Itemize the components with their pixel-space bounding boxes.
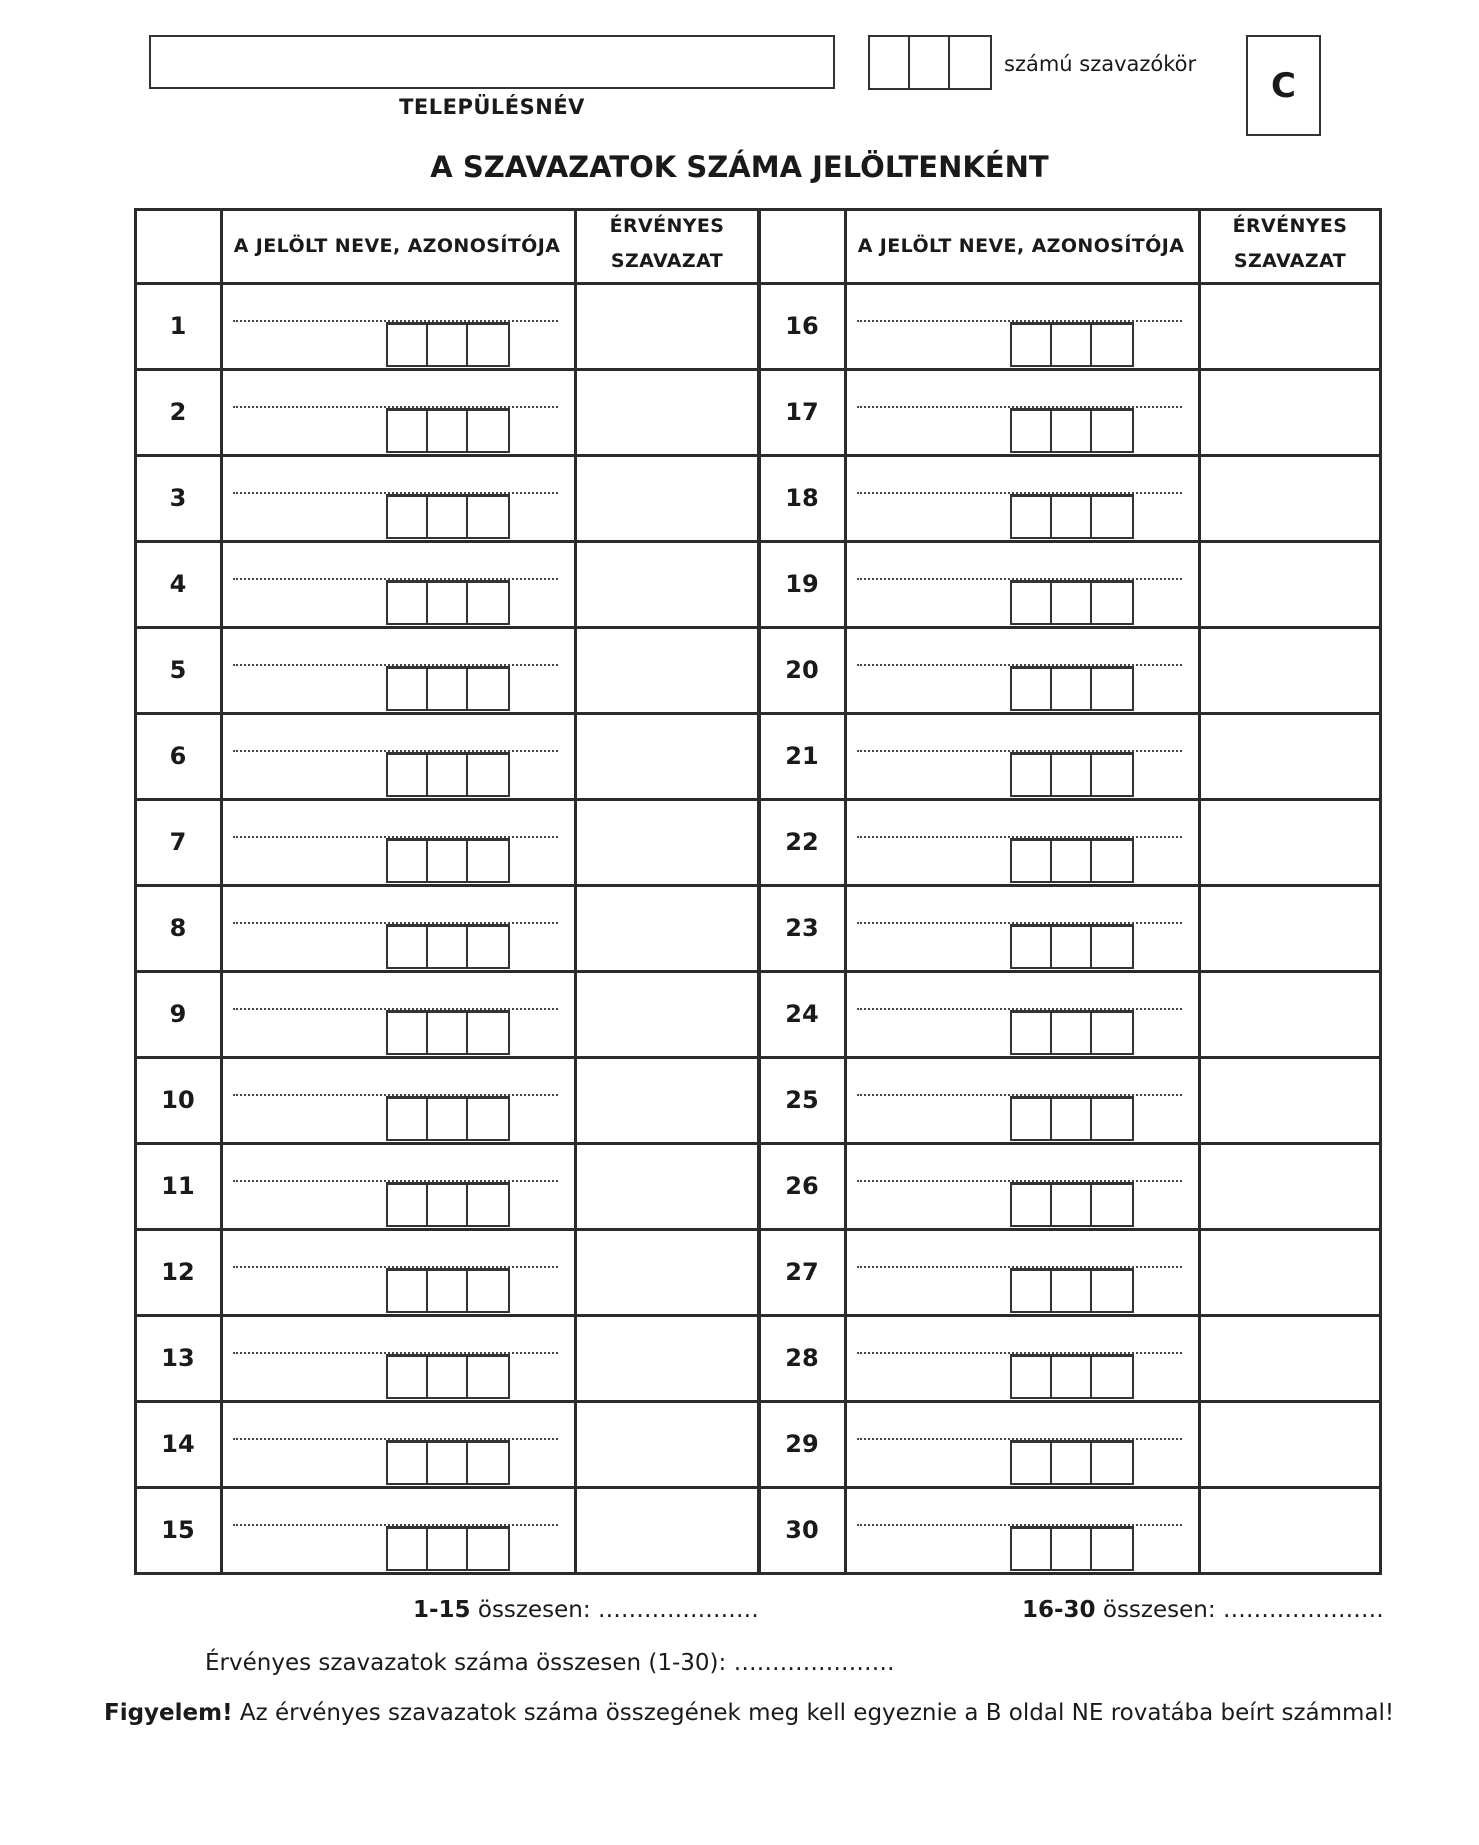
candidate-id-boxes[interactable] xyxy=(386,322,510,367)
valid-votes-cell[interactable] xyxy=(1201,1317,1379,1400)
candidate-id-digit-box[interactable] xyxy=(1052,841,1092,881)
header-candidate-name-left: A JELÖLT NEVE, AZONOSÍTÓJA xyxy=(233,235,561,257)
candidate-id-digit-box[interactable] xyxy=(1012,1529,1052,1569)
table-horizontal-line xyxy=(134,798,1382,801)
candidate-id-digit-box[interactable] xyxy=(428,1443,468,1483)
candidate-id-digit-box[interactable] xyxy=(1052,1185,1092,1225)
candidate-row-number: 30 xyxy=(785,1516,819,1544)
candidate-row-number: 4 xyxy=(169,570,187,598)
candidate-id-digit-box[interactable] xyxy=(1012,411,1052,451)
candidate-id-boxes[interactable] xyxy=(1010,580,1134,625)
candidate-id-digit-box[interactable] xyxy=(1012,1357,1052,1397)
table-horizontal-line xyxy=(134,1056,1382,1059)
candidate-id-digit-box[interactable] xyxy=(1012,1271,1052,1311)
valid-votes-cell[interactable] xyxy=(1201,1145,1379,1228)
candidate-id-digit-box[interactable] xyxy=(468,497,508,537)
candidate-id-digit-box[interactable] xyxy=(1052,411,1092,451)
page-letter: C xyxy=(1271,65,1296,106)
candidate-id-digit-box[interactable] xyxy=(1092,325,1132,365)
valid-votes-cell[interactable] xyxy=(577,1317,755,1400)
candidate-id-boxes[interactable] xyxy=(1010,1268,1134,1313)
candidate-id-boxes[interactable] xyxy=(386,1268,510,1313)
candidate-row-number: 5 xyxy=(169,656,187,684)
candidate-id-boxes[interactable] xyxy=(386,1096,510,1141)
table-horizontal-line xyxy=(134,1572,1382,1575)
candidate-row-number: 19 xyxy=(785,570,819,598)
valid-votes-cell[interactable] xyxy=(577,1145,755,1228)
candidate-id-boxes[interactable] xyxy=(386,1182,510,1227)
candidate-id-digit-box[interactable] xyxy=(1052,669,1092,709)
district-number-field[interactable] xyxy=(868,35,992,90)
candidate-id-digit-box[interactable] xyxy=(1092,1443,1132,1483)
candidate-id-digit-box[interactable] xyxy=(388,583,428,623)
valid-votes-cell[interactable] xyxy=(577,457,755,540)
valid-votes-cell[interactable] xyxy=(577,801,755,884)
candidate-id-boxes[interactable] xyxy=(1010,752,1134,797)
candidate-id-boxes[interactable] xyxy=(1010,408,1134,453)
candidate-row-number: 6 xyxy=(169,742,187,770)
district-label: számú szavazókör xyxy=(1004,52,1197,76)
subtotal-16-30-label: összesen: xyxy=(1102,1597,1216,1623)
candidate-row-number: 25 xyxy=(785,1086,819,1114)
candidate-id-boxes[interactable] xyxy=(1010,1182,1134,1227)
candidate-id-digit-box[interactable] xyxy=(428,1185,468,1225)
candidate-id-boxes[interactable] xyxy=(1010,1096,1134,1141)
candidate-id-digit-box[interactable] xyxy=(1092,927,1132,967)
valid-votes-cell[interactable] xyxy=(1201,715,1379,798)
candidate-id-digit-box[interactable] xyxy=(468,841,508,881)
subtotal-16-30-value[interactable]: ………………… xyxy=(1222,1597,1384,1623)
form-title: A SZAVAZATOK SZÁMA JELÖLTENKÉNT xyxy=(430,150,1049,184)
table-horizontal-line xyxy=(134,1486,1382,1489)
table-horizontal-line xyxy=(134,1228,1382,1231)
candidate-id-boxes[interactable] xyxy=(386,408,510,453)
candidate-id-boxes[interactable] xyxy=(1010,838,1134,883)
header-valid-votes-right xyxy=(1199,208,1381,279)
candidate-id-digit-box[interactable] xyxy=(1012,669,1052,709)
candidate-id-digit-box[interactable] xyxy=(428,325,468,365)
table-horizontal-line xyxy=(134,1142,1382,1145)
valid-votes-cell[interactable] xyxy=(577,543,755,626)
candidate-row-number: 27 xyxy=(785,1258,819,1286)
subtotal-1-15-value[interactable]: ………………… xyxy=(597,1597,759,1623)
candidate-id-digit-box[interactable] xyxy=(388,755,428,795)
candidate-id-digit-box[interactable] xyxy=(428,1357,468,1397)
candidate-id-digit-box[interactable] xyxy=(1092,1099,1132,1139)
valid-votes-cell[interactable] xyxy=(577,1231,755,1314)
valid-votes-cell[interactable] xyxy=(577,887,755,970)
candidate-id-boxes[interactable] xyxy=(1010,1526,1134,1571)
candidate-id-digit-box[interactable] xyxy=(1052,325,1092,365)
candidate-votes-table xyxy=(134,208,1382,1568)
valid-votes-cell[interactable] xyxy=(577,371,755,454)
candidate-id-digit-box[interactable] xyxy=(428,755,468,795)
candidate-row-number: 3 xyxy=(169,484,187,512)
candidate-id-boxes[interactable] xyxy=(386,1526,510,1571)
candidate-id-digit-box[interactable] xyxy=(388,1357,428,1397)
candidate-id-boxes[interactable] xyxy=(386,666,510,711)
candidate-row-number: 21 xyxy=(785,742,819,770)
candidate-id-digit-box[interactable] xyxy=(428,927,468,967)
table-vertical-line xyxy=(574,208,577,1575)
candidate-id-digit-box[interactable] xyxy=(1092,1357,1132,1397)
candidate-id-digit-box[interactable] xyxy=(1092,1529,1132,1569)
table-horizontal-line xyxy=(134,1314,1382,1317)
candidate-id-digit-box[interactable] xyxy=(1052,755,1092,795)
table-horizontal-line xyxy=(134,282,1382,285)
candidate-id-digit-box[interactable] xyxy=(388,669,428,709)
candidate-id-boxes[interactable] xyxy=(1010,1440,1134,1485)
candidate-id-digit-box[interactable] xyxy=(1092,669,1132,709)
candidate-id-digit-box[interactable] xyxy=(388,1185,428,1225)
candidate-id-digit-box[interactable] xyxy=(428,841,468,881)
settlement-name-field[interactable] xyxy=(149,35,835,89)
candidate-id-digit-box[interactable] xyxy=(1092,1271,1132,1311)
candidate-id-digit-box[interactable] xyxy=(388,1443,428,1483)
candidate-id-digit-box[interactable] xyxy=(468,1357,508,1397)
table-horizontal-line xyxy=(134,884,1382,887)
candidate-row-number: 15 xyxy=(161,1516,195,1544)
valid-votes-cell[interactable] xyxy=(1201,1489,1379,1572)
valid-votes-cell[interactable] xyxy=(1201,887,1379,970)
candidate-row-number: 8 xyxy=(169,914,187,942)
candidate-id-digit-box[interactable] xyxy=(468,1529,508,1569)
candidate-id-digit-box[interactable] xyxy=(388,927,428,967)
table-vertical-line xyxy=(220,208,223,1575)
candidate-row-number: 17 xyxy=(785,398,819,426)
valid-votes-cell[interactable] xyxy=(1201,543,1379,626)
candidate-id-boxes[interactable] xyxy=(386,1354,510,1399)
valid-votes-cell[interactable] xyxy=(1201,801,1379,884)
candidate-id-digit-box[interactable] xyxy=(1092,841,1132,881)
candidate-id-digit-box[interactable] xyxy=(1012,497,1052,537)
candidate-row-number: 11 xyxy=(161,1172,195,1200)
candidate-id-digit-box[interactable] xyxy=(468,1099,508,1139)
header-valid-line2: SZAVAZAT xyxy=(610,250,724,272)
candidate-id-digit-box[interactable] xyxy=(428,411,468,451)
candidate-id-digit-box[interactable] xyxy=(1012,583,1052,623)
table-vertical-line xyxy=(1198,208,1201,1575)
candidate-id-digit-box[interactable] xyxy=(468,583,508,623)
candidate-id-digit-box[interactable] xyxy=(1012,1099,1052,1139)
candidate-id-digit-box[interactable] xyxy=(1052,1357,1092,1397)
candidate-id-digit-box[interactable] xyxy=(468,755,508,795)
candidate-id-digit-box[interactable] xyxy=(1012,927,1052,967)
candidate-id-digit-box[interactable] xyxy=(428,669,468,709)
candidate-id-digit-box[interactable] xyxy=(428,1013,468,1053)
table-horizontal-line xyxy=(134,208,1382,211)
valid-votes-cell[interactable] xyxy=(1201,1403,1379,1486)
table-horizontal-line xyxy=(134,1400,1382,1403)
candidate-id-digit-box[interactable] xyxy=(1052,1529,1092,1569)
candidate-id-boxes[interactable] xyxy=(1010,494,1134,539)
grand-total-label: Érvényes szavazatok száma összesen (1-30): xyxy=(205,1650,727,1676)
grand-total-value[interactable]: ………………… xyxy=(733,1650,895,1676)
header-valid-votes-left xyxy=(576,208,758,279)
valid-votes-cell[interactable] xyxy=(1201,1231,1379,1314)
candidate-id-digit-box[interactable] xyxy=(388,1271,428,1311)
candidate-id-boxes[interactable] xyxy=(386,924,510,969)
candidate-id-digit-box[interactable] xyxy=(1092,583,1132,623)
candidate-id-digit-box[interactable] xyxy=(468,1185,508,1225)
valid-votes-cell[interactable] xyxy=(577,973,755,1056)
candidate-row-number: 2 xyxy=(169,398,187,426)
candidate-id-digit-box[interactable] xyxy=(1012,1013,1052,1053)
valid-votes-cell[interactable] xyxy=(577,715,755,798)
table-vertical-line xyxy=(1379,208,1382,1575)
header-candidate-name-right: A JELÖLT NEVE, AZONOSÍTÓJA xyxy=(857,235,1185,257)
subtotal-1-15-label: összesen: xyxy=(477,1597,591,1623)
header-valid-line1: ÉRVÉNYES xyxy=(609,215,725,237)
candidate-id-digit-box[interactable] xyxy=(388,1013,428,1053)
candidate-id-boxes[interactable] xyxy=(1010,924,1134,969)
district-digit-box[interactable] xyxy=(950,37,990,88)
candidate-id-digit-box[interactable] xyxy=(428,1099,468,1139)
table-horizontal-line xyxy=(134,626,1382,629)
table-horizontal-line xyxy=(134,368,1382,371)
candidate-row-number: 9 xyxy=(169,1000,187,1028)
candidate-row-number: 14 xyxy=(161,1430,195,1458)
table-horizontal-line xyxy=(134,970,1382,973)
candidate-id-digit-box[interactable] xyxy=(1012,841,1052,881)
candidate-id-digit-box[interactable] xyxy=(388,411,428,451)
page-letter-box xyxy=(1246,35,1321,136)
valid-votes-cell[interactable] xyxy=(577,1489,755,1572)
candidate-id-boxes[interactable] xyxy=(386,1010,510,1055)
candidate-id-digit-box[interactable] xyxy=(1012,755,1052,795)
candidate-id-digit-box[interactable] xyxy=(388,1529,428,1569)
candidate-row-number: 1 xyxy=(169,312,187,340)
candidate-row-number: 24 xyxy=(785,1000,819,1028)
candidate-row-number: 7 xyxy=(169,828,187,856)
subtotal-16-30 xyxy=(1022,1597,1384,1623)
table-vertical-line xyxy=(134,208,137,1575)
candidate-id-boxes[interactable] xyxy=(386,1440,510,1485)
table-horizontal-line xyxy=(134,454,1382,457)
candidate-id-digit-box[interactable] xyxy=(468,1271,508,1311)
candidate-id-boxes[interactable] xyxy=(1010,1354,1134,1399)
candidate-row-number: 12 xyxy=(161,1258,195,1286)
candidate-id-digit-box[interactable] xyxy=(388,1099,428,1139)
candidate-id-boxes[interactable] xyxy=(1010,1010,1134,1055)
grand-total xyxy=(205,1650,895,1676)
candidate-id-digit-box[interactable] xyxy=(1052,1099,1092,1139)
candidate-id-boxes[interactable] xyxy=(386,494,510,539)
candidate-id-digit-box[interactable] xyxy=(468,927,508,967)
candidate-id-digit-box[interactable] xyxy=(428,1529,468,1569)
candidate-id-digit-box[interactable] xyxy=(1012,1443,1052,1483)
settlement-name-label: TELEPÜLÉSNÉV xyxy=(399,95,585,119)
candidate-row-number: 29 xyxy=(785,1430,819,1458)
warning-note xyxy=(104,1700,1394,1726)
candidate-id-digit-box[interactable] xyxy=(388,497,428,537)
candidate-id-digit-box[interactable] xyxy=(428,583,468,623)
candidate-id-digit-box[interactable] xyxy=(1092,1185,1132,1225)
warning-text: Az érvényes szavazatok száma összegének meg kell egyeznie a B oldal NE rovatába beírt számmal! xyxy=(239,1700,1395,1726)
candidate-id-digit-box[interactable] xyxy=(468,411,508,451)
valid-votes-cell[interactable] xyxy=(1201,285,1379,368)
candidate-id-boxes[interactable] xyxy=(386,752,510,797)
valid-votes-cell[interactable] xyxy=(577,629,755,712)
district-digit-box[interactable] xyxy=(870,37,910,88)
candidate-id-digit-box[interactable] xyxy=(1052,1443,1092,1483)
candidate-id-boxes[interactable] xyxy=(1010,322,1134,367)
table-vertical-line xyxy=(757,208,761,1575)
candidate-row-number: 18 xyxy=(785,484,819,512)
candidate-row-number: 10 xyxy=(161,1086,195,1114)
valid-votes-cell[interactable] xyxy=(1201,973,1379,1056)
table-horizontal-line xyxy=(134,540,1382,543)
candidate-row-number: 26 xyxy=(785,1172,819,1200)
candidate-id-boxes[interactable] xyxy=(1010,666,1134,711)
subtotal-16-30-range: 16-30 xyxy=(1022,1597,1096,1623)
candidate-id-digit-box[interactable] xyxy=(388,841,428,881)
candidate-id-digit-box[interactable] xyxy=(468,669,508,709)
candidate-id-digit-box[interactable] xyxy=(1012,1185,1052,1225)
table-horizontal-line xyxy=(134,712,1382,715)
warning-label: Figyelem! xyxy=(104,1700,233,1726)
candidate-id-digit-box[interactable] xyxy=(428,1271,468,1311)
header-valid-line2: SZAVAZAT xyxy=(1233,250,1347,272)
district-digit-box[interactable] xyxy=(910,37,950,88)
header-valid-line1: ÉRVÉNYES xyxy=(1232,215,1348,237)
valid-votes-cell[interactable] xyxy=(577,1059,755,1142)
candidate-id-digit-box[interactable] xyxy=(428,497,468,537)
candidate-id-digit-box[interactable] xyxy=(388,325,428,365)
candidate-id-digit-box[interactable] xyxy=(1092,755,1132,795)
candidate-id-digit-box[interactable] xyxy=(1092,1013,1132,1053)
valid-votes-cell[interactable] xyxy=(577,1403,755,1486)
candidate-id-digit-box[interactable] xyxy=(1092,497,1132,537)
valid-votes-cell[interactable] xyxy=(1201,457,1379,540)
valid-votes-cell[interactable] xyxy=(1201,371,1379,454)
candidate-id-digit-box[interactable] xyxy=(1052,583,1092,623)
candidate-row-number: 28 xyxy=(785,1344,819,1372)
candidate-id-digit-box[interactable] xyxy=(1092,411,1132,451)
candidate-row-number: 13 xyxy=(161,1344,195,1372)
valid-votes-cell[interactable] xyxy=(1201,629,1379,712)
candidate-row-number: 22 xyxy=(785,828,819,856)
candidate-id-digit-box[interactable] xyxy=(1052,497,1092,537)
candidate-id-boxes[interactable] xyxy=(386,580,510,625)
candidate-id-digit-box[interactable] xyxy=(468,1013,508,1053)
candidate-id-digit-box[interactable] xyxy=(1012,325,1052,365)
candidate-id-digit-box[interactable] xyxy=(468,1443,508,1483)
candidate-id-digit-box[interactable] xyxy=(468,325,508,365)
table-vertical-line xyxy=(844,208,847,1575)
subtotal-1-15-range: 1-15 xyxy=(413,1597,471,1623)
subtotal-1-15 xyxy=(413,1597,759,1623)
candidate-row-number: 23 xyxy=(785,914,819,942)
candidate-row-number: 16 xyxy=(785,312,819,340)
candidate-id-digit-box[interactable] xyxy=(1052,1013,1092,1053)
candidate-id-digit-box[interactable] xyxy=(1052,1271,1092,1311)
candidate-id-boxes[interactable] xyxy=(386,838,510,883)
candidate-row-number: 20 xyxy=(785,656,819,684)
valid-votes-cell[interactable] xyxy=(577,285,755,368)
candidate-id-digit-box[interactable] xyxy=(1052,927,1092,967)
valid-votes-cell[interactable] xyxy=(1201,1059,1379,1142)
